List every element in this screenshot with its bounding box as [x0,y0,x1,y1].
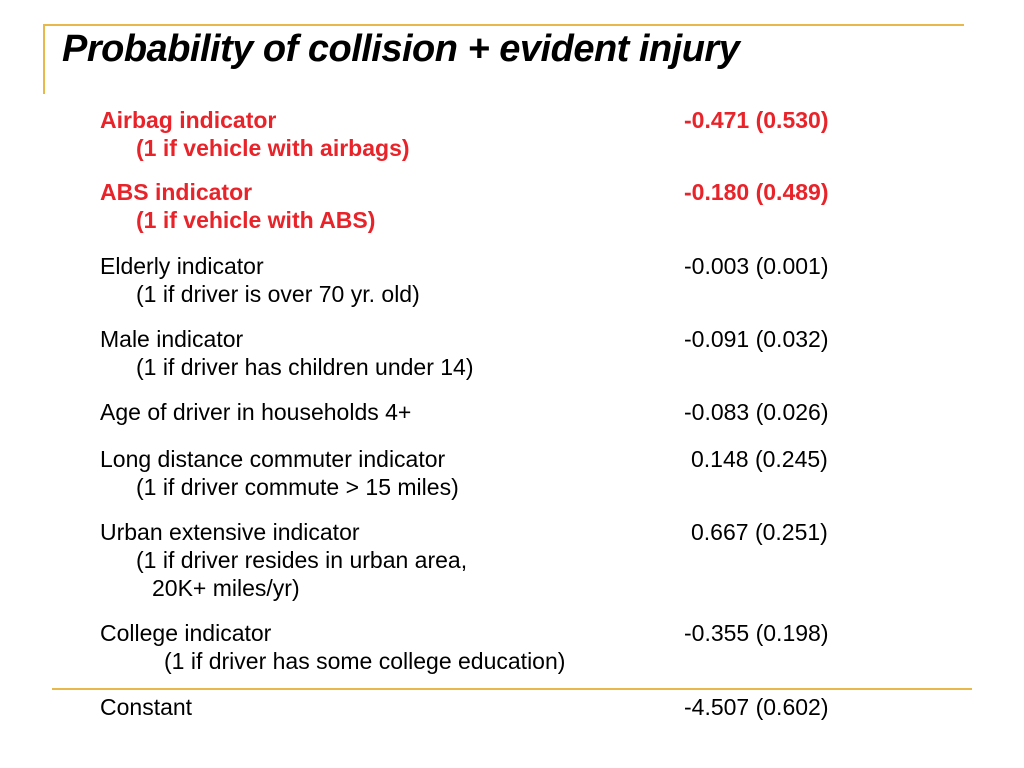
row-value: -0.355 (0.198) [684,620,829,646]
row-value: -0.180 (0.489) [684,179,829,205]
row-value: 0.667 (0.251) [691,519,828,545]
row-label: Elderly indicator [100,253,264,279]
row-description: (1 if driver resides in urban area, [136,547,468,573]
row-description: (1 if vehicle with airbags) [136,135,410,161]
row-description: (1 if driver has children under 14) [136,354,474,380]
row-label: Airbag indicator [100,107,277,133]
row-label: Age of driver in households 4+ [100,399,412,425]
slide-title: Probability of collision + evident injury [62,28,740,70]
row-description: (1 if driver commute > 15 miles) [136,474,459,500]
row-label: Long distance commuter indicator [100,446,446,472]
row-value: -0.091 (0.032) [684,326,829,352]
left-accent-rule [43,24,45,94]
row-value: -0.471 (0.530) [684,107,829,133]
row-value: -4.507 (0.602) [684,694,829,720]
row-value: -0.083 (0.026) [684,399,829,425]
row-description-continued: 20K+ miles/yr) [152,575,300,601]
top-accent-rule [43,24,964,26]
row-value: 0.148 (0.245) [691,446,828,472]
row-description: (1 if driver is over 70 yr. old) [136,281,420,307]
row-label: ABS indicator [100,179,253,205]
row-label: Urban extensive indicator [100,519,360,545]
row-label: College indicator [100,620,272,646]
row-label: Male indicator [100,326,244,352]
row-description: (1 if driver has some college education) [164,648,566,674]
row-value: -0.003 (0.001) [684,253,829,279]
row-label: Constant [100,694,193,720]
row-description: (1 if vehicle with ABS) [136,207,376,233]
bottom-accent-rule [52,688,972,690]
